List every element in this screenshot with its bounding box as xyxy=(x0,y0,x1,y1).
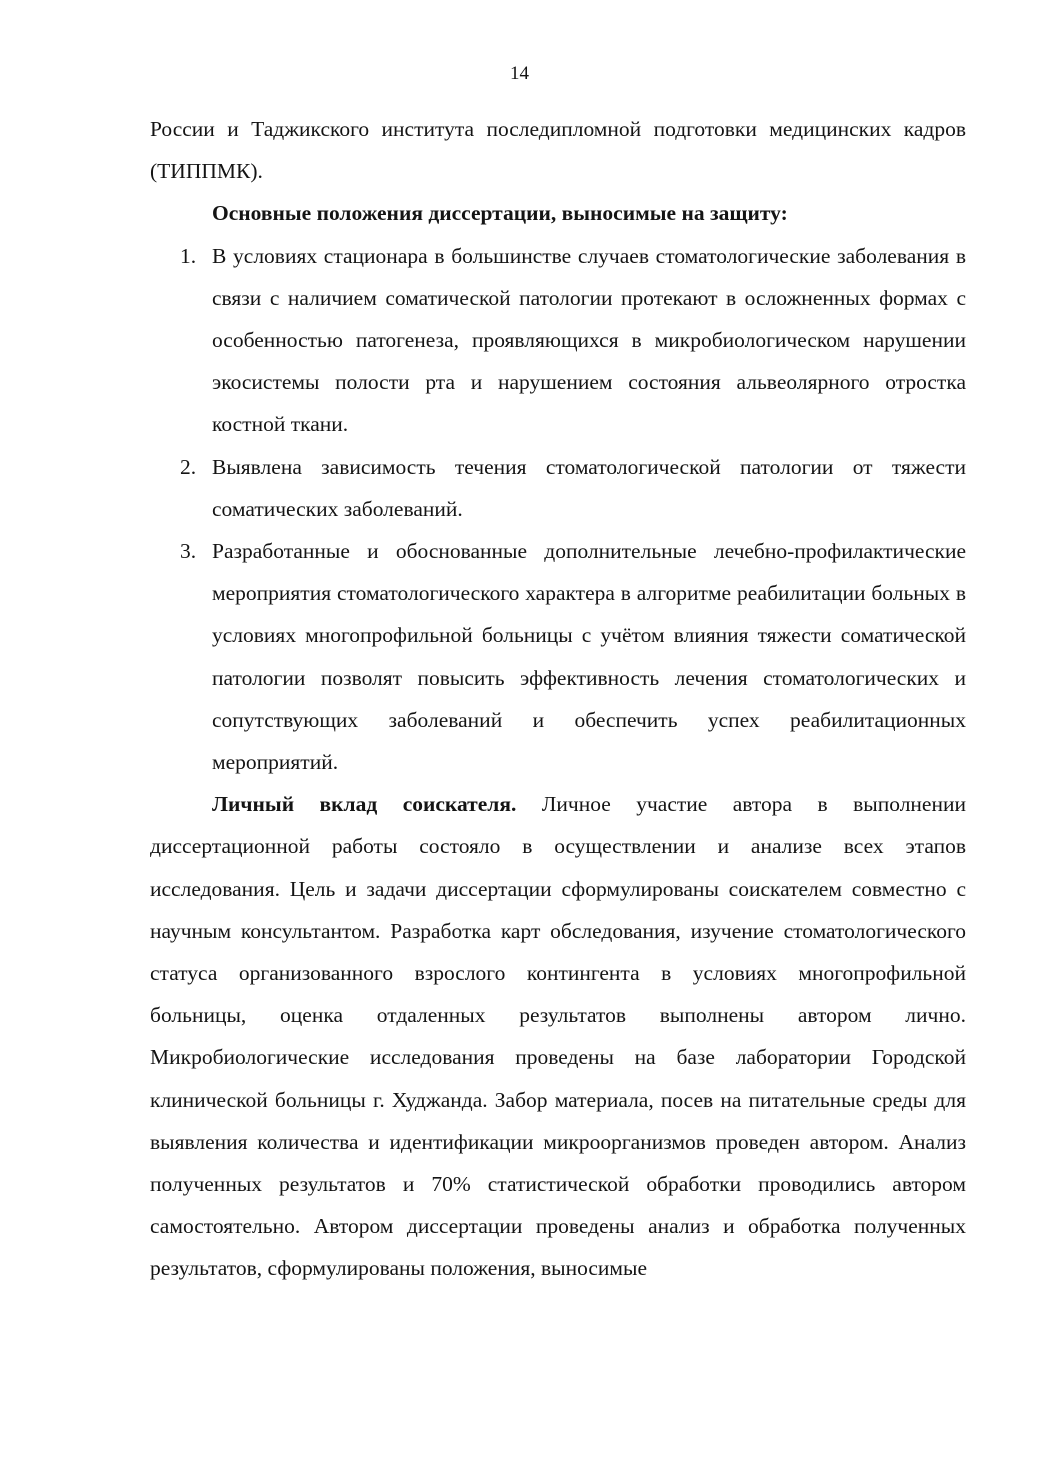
main-points-heading: Основные положения диссертации, выносимые на защиту: xyxy=(212,201,788,226)
document-body xyxy=(150,108,966,1290)
list-item-number: 3. xyxy=(180,539,197,564)
list-item-text: Выявлена зависимость течения стоматологической патологии от тяжести соматических заболеваний. xyxy=(212,454,966,521)
page-number: 14 xyxy=(510,63,529,84)
personal-contribution-text: Личное участие автора в выполнении диссертационной работы состояло в осуществлении и анализе всех этапов исследования. Цель и задачи диссертации сформулированы соискателем совместно с научным консультантом. Разработка карт обследования, изучение стоматологического статуса организованного взрослого контингента в условиях многопрофильной больницы, оценка отдаленных результатов выполнены автором лично. Микробиологические исследования проведены на базе лаборатории Городской клинической больницы г. Худжанда. Забор материала, посев на питательные среды для выявления количества и идентификации микроорганизмов проведен автором. Анализ полученных результатов и 70% статистической обработки проводились автором самостоятельно. Автором диссертации проведены анализ и обработка полученных результатов, сформулированы положения, выносимые xyxy=(150,792,966,1281)
intro-continuation-paragraph: России и Таджикского института последипломной подготовки медицинских кадров (ТИППМК). xyxy=(150,117,966,184)
main-points-list xyxy=(150,235,966,784)
list-item xyxy=(150,446,966,530)
list-item-number: 1. xyxy=(180,243,197,268)
personal-contribution-paragraph xyxy=(150,783,966,1289)
list-item xyxy=(150,530,966,783)
list-item-number: 2. xyxy=(180,454,197,479)
list-item xyxy=(150,235,966,446)
list-item-text: Разработанные и обоснованные дополнительные лечебно-профилактические мероприятия стоматологического характера в алгоритме реабилитации больных в условиях многопрофильной больницы с учётом влияния тяжести соматической патологии позволят повысить эффективность лечения стоматологических и сопутствующих заболеваний и обеспечить успех реабилитационных мероприятий. xyxy=(212,539,966,775)
personal-contribution-heading: Личный вклад соискателя. xyxy=(212,792,517,817)
list-item-text: В условиях стационара в большинстве случаев стоматологические заболевания в связи с наличием соматической патологии протекают в осложненных формах с особенностью патогенеза, проявляющихся в микробиологическом нарушении экосистемы полости рта и нарушением состояния альвеолярного отростка костной ткани. xyxy=(212,243,966,437)
